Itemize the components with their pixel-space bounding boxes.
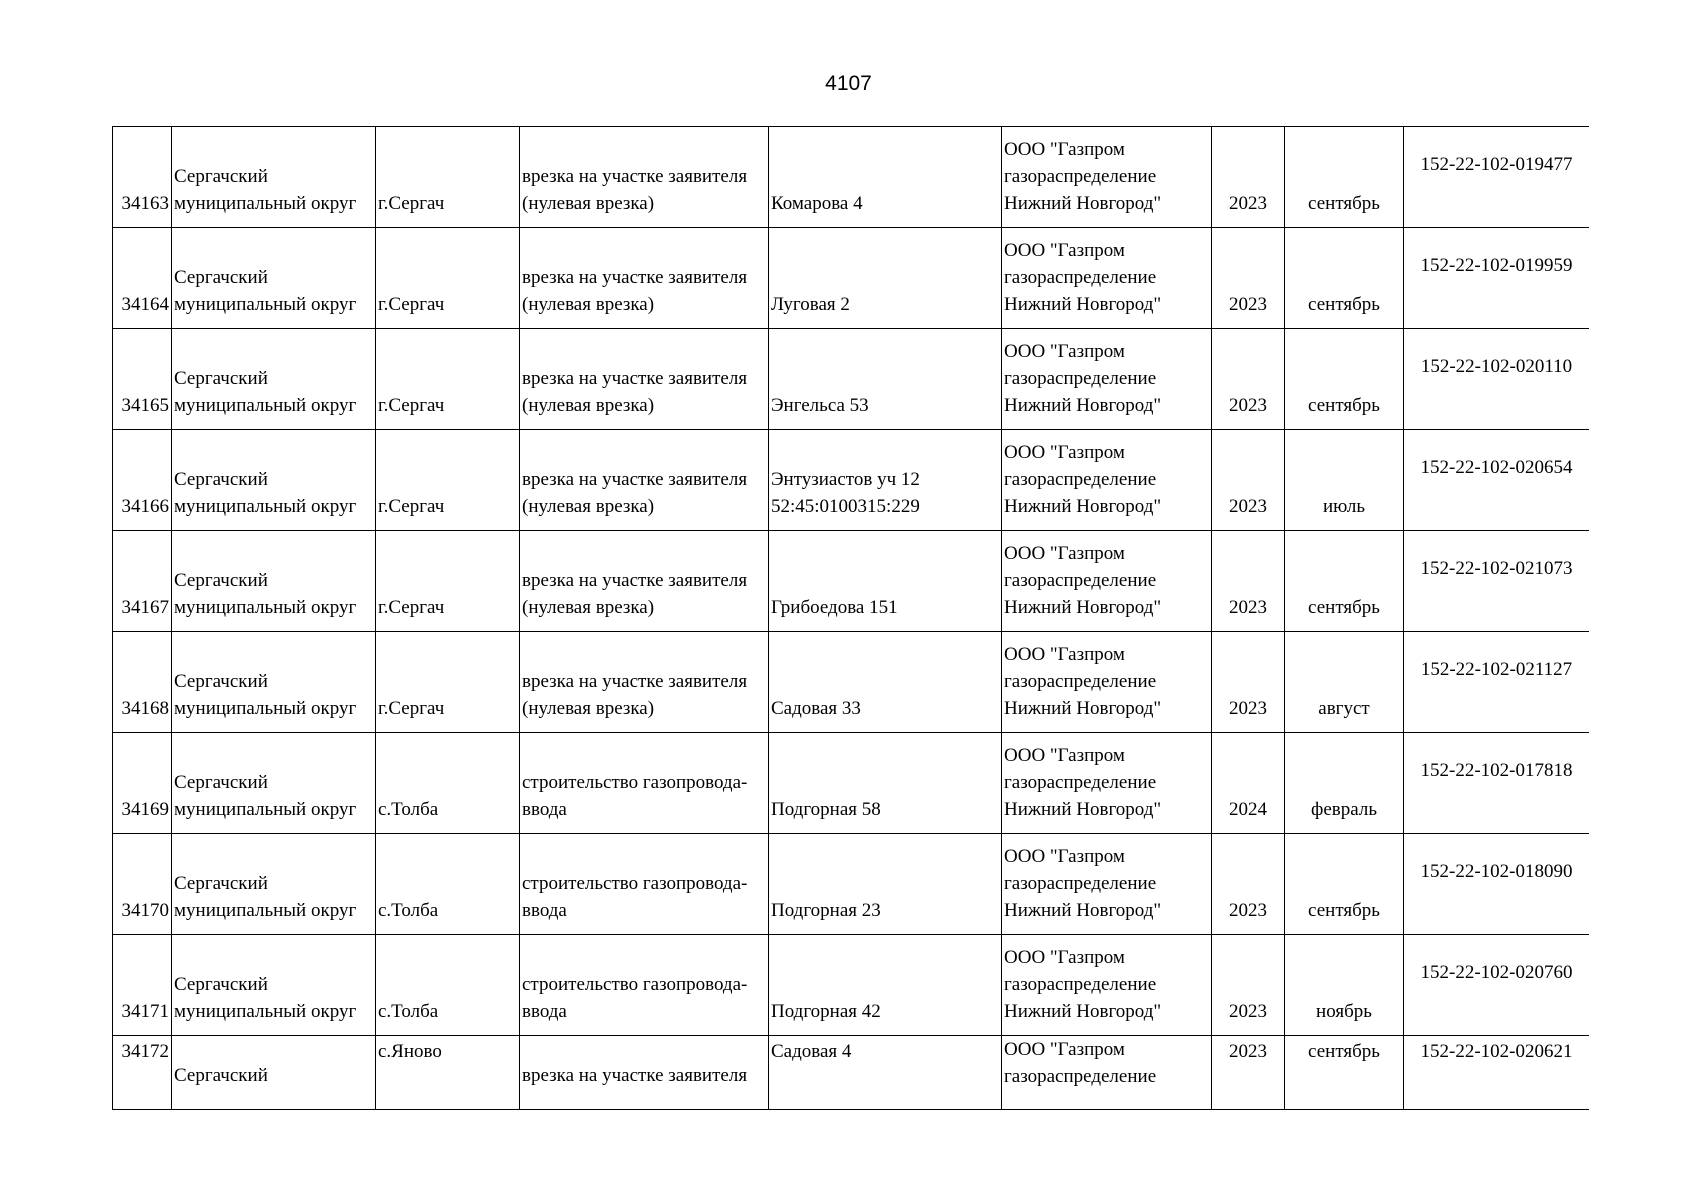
cell-address bbox=[769, 935, 1002, 1036]
cell-work-type bbox=[520, 329, 769, 430]
cell-number-text: 34170 bbox=[121, 900, 169, 921]
cell-address-text: Подгорная 58 bbox=[771, 799, 881, 820]
cell-address-text: Энгельса 53 bbox=[771, 395, 869, 416]
cell-work-type bbox=[520, 935, 769, 1036]
cell-number-text: 34172 bbox=[121, 1041, 169, 1062]
cell-district-text: Сергачский bbox=[174, 1065, 268, 1086]
cell-year bbox=[1212, 430, 1285, 531]
cell-district-text: Сергачский bbox=[174, 671, 268, 692]
cell-district-text: Сергачский bbox=[174, 469, 268, 490]
cell-number bbox=[113, 733, 172, 834]
cell-work-type bbox=[520, 632, 769, 733]
cell-year-text: 2023 bbox=[1229, 1001, 1267, 1022]
cell-organization bbox=[1002, 531, 1212, 632]
cell-month bbox=[1285, 1036, 1404, 1111]
cell-month bbox=[1285, 531, 1404, 632]
cell-work-type-text: врезка на участке заявителя bbox=[522, 570, 748, 591]
cell-district bbox=[172, 1036, 376, 1111]
cell-address-text: Подгорная 23 bbox=[771, 900, 881, 921]
cell-organization-text: Нижний Новгород" bbox=[1004, 395, 1162, 416]
cell-district bbox=[172, 127, 376, 228]
cell-month-text: сентябрь bbox=[1308, 597, 1380, 618]
cell-year-text: 2023 bbox=[1229, 294, 1267, 315]
cell-work-type-text: (нулевая врезка) bbox=[522, 698, 655, 719]
cell-organization-text: ООО "Газпром bbox=[1004, 341, 1125, 362]
cell-district bbox=[172, 228, 376, 329]
cell-organization-text: ООО "Газпром bbox=[1004, 947, 1125, 968]
cell-month bbox=[1285, 430, 1404, 531]
cell-year-text: 2023 bbox=[1229, 597, 1267, 618]
cell-number bbox=[113, 632, 172, 733]
cell-code bbox=[1404, 1036, 1590, 1111]
cell-district-text: муниципальный округ bbox=[174, 1001, 357, 1022]
cell-district-text: муниципальный округ bbox=[174, 597, 357, 618]
data-table bbox=[112, 126, 1589, 1110]
cell-year-text: 2023 bbox=[1229, 698, 1267, 719]
cell-work-type-text: ввода bbox=[522, 799, 567, 820]
cell-number-text: 34165 bbox=[121, 395, 169, 416]
cell-address bbox=[769, 531, 1002, 632]
cell-locality-text: с.Толба bbox=[378, 799, 439, 820]
cell-organization bbox=[1002, 733, 1212, 834]
cell-district bbox=[172, 632, 376, 733]
cell-code bbox=[1404, 228, 1590, 329]
cell-district-text: Сергачский bbox=[174, 570, 268, 591]
cell-code bbox=[1404, 531, 1590, 632]
cell-locality bbox=[376, 127, 520, 228]
cell-work-type-text: врезка на участке заявителя bbox=[522, 267, 748, 288]
cell-year-text: 2023 bbox=[1229, 395, 1267, 416]
cell-work-type-text: ввода bbox=[522, 900, 567, 921]
cell-month bbox=[1285, 834, 1404, 935]
cell-work-type bbox=[520, 430, 769, 531]
table-row bbox=[113, 1036, 1590, 1111]
cell-organization-text: газораспределение bbox=[1004, 772, 1157, 793]
cell-locality bbox=[376, 733, 520, 834]
cell-work-type-text: врезка на участке заявителя bbox=[522, 166, 748, 187]
table-row bbox=[113, 329, 1590, 430]
cell-month-text: сентябрь bbox=[1308, 395, 1380, 416]
cell-code-text: 152-22-102-020110 bbox=[1420, 356, 1573, 377]
cell-organization-text: газораспределение bbox=[1004, 1066, 1157, 1087]
cell-code bbox=[1404, 430, 1590, 531]
cell-year-text: 2023 bbox=[1229, 1041, 1267, 1062]
cell-address-text: 52:45:0100315:229 bbox=[771, 496, 920, 517]
cell-number-text: 34167 bbox=[121, 597, 169, 618]
cell-year bbox=[1212, 733, 1285, 834]
cell-month bbox=[1285, 733, 1404, 834]
cell-organization-text: газораспределение bbox=[1004, 974, 1157, 995]
cell-address bbox=[769, 1036, 1002, 1111]
cell-work-type-text: (нулевая врезка) bbox=[522, 294, 655, 315]
cell-district-text: Сергачский bbox=[174, 873, 268, 894]
cell-work-type-text: строительство газопровода- bbox=[522, 974, 748, 995]
cell-organization-text: ООО "Газпром bbox=[1004, 644, 1125, 665]
cell-address-text: Садовая 33 bbox=[771, 698, 861, 719]
cell-code bbox=[1404, 329, 1590, 430]
page-number: 4107 bbox=[825, 72, 872, 95]
cell-number bbox=[113, 531, 172, 632]
table-body bbox=[113, 127, 1590, 1111]
table-row bbox=[113, 834, 1590, 935]
cell-district-text: муниципальный округ bbox=[174, 900, 357, 921]
cell-district bbox=[172, 935, 376, 1036]
cell-organization bbox=[1002, 127, 1212, 228]
cell-address bbox=[769, 834, 1002, 935]
cell-year bbox=[1212, 632, 1285, 733]
cell-number-text: 34168 bbox=[121, 698, 169, 719]
cell-address-text: Подгорная 42 bbox=[771, 1001, 881, 1022]
cell-year-text: 2023 bbox=[1229, 193, 1267, 214]
cell-number bbox=[113, 228, 172, 329]
cell-month-text: август bbox=[1318, 698, 1370, 719]
cell-locality-text: г.Сергач bbox=[378, 395, 445, 416]
cell-year-text: 2023 bbox=[1229, 900, 1267, 921]
cell-district-text: Сергачский bbox=[174, 772, 268, 793]
table-row bbox=[113, 935, 1590, 1036]
cell-number-text: 34166 bbox=[121, 496, 169, 517]
cell-locality-text: г.Сергач bbox=[378, 496, 445, 517]
cell-address bbox=[769, 127, 1002, 228]
cell-locality-text: г.Сергач bbox=[378, 597, 445, 618]
cell-address-text: Грибоедова 151 bbox=[771, 597, 898, 618]
cell-organization-text: газораспределение bbox=[1004, 166, 1157, 187]
cell-work-type-text: ввода bbox=[522, 1001, 567, 1022]
cell-district bbox=[172, 733, 376, 834]
cell-month-text: сентябрь bbox=[1308, 900, 1380, 921]
cell-organization-text: Нижний Новгород" bbox=[1004, 294, 1162, 315]
cell-month-text: ноябрь bbox=[1316, 1001, 1372, 1022]
table-row bbox=[113, 733, 1590, 834]
cell-work-type-text: строительство газопровода- bbox=[522, 873, 748, 894]
cell-district-text: Сергачский bbox=[174, 166, 268, 187]
cell-organization-text: ООО "Газпром bbox=[1004, 240, 1125, 261]
cell-number-text: 34163 bbox=[121, 193, 169, 214]
cell-organization-text: Нижний Новгород" bbox=[1004, 799, 1162, 820]
cell-locality bbox=[376, 329, 520, 430]
cell-district bbox=[172, 430, 376, 531]
table-row bbox=[113, 632, 1590, 733]
cell-work-type bbox=[520, 531, 769, 632]
cell-locality-text: с.Толба bbox=[378, 1001, 439, 1022]
cell-address-text: Комарова 4 bbox=[771, 193, 863, 214]
cell-district-text: муниципальный округ bbox=[174, 395, 357, 416]
cell-code-text: 152-22-102-021073 bbox=[1420, 558, 1573, 579]
cell-code bbox=[1404, 733, 1590, 834]
cell-work-type bbox=[520, 228, 769, 329]
cell-work-type bbox=[520, 127, 769, 228]
cell-work-type bbox=[520, 1036, 769, 1111]
cell-code-text: 152-22-102-021127 bbox=[1420, 659, 1573, 680]
cell-work-type-text: врезка на участке заявителя bbox=[522, 368, 748, 389]
data-table-container bbox=[112, 126, 1589, 1110]
cell-organization-text: ООО "Газпром bbox=[1004, 1039, 1125, 1060]
cell-organization-text: ООО "Газпром bbox=[1004, 745, 1125, 766]
cell-address bbox=[769, 329, 1002, 430]
cell-work-type-text: (нулевая врезка) bbox=[522, 395, 655, 416]
cell-work-type-text: (нулевая врезка) bbox=[522, 597, 655, 618]
cell-organization bbox=[1002, 329, 1212, 430]
cell-year-text: 2024 bbox=[1229, 799, 1267, 820]
cell-year bbox=[1212, 127, 1285, 228]
cell-locality-text: с.Толба bbox=[378, 900, 439, 921]
cell-locality-text: г.Сергач bbox=[378, 294, 445, 315]
cell-code bbox=[1404, 632, 1590, 733]
cell-month-text: сентябрь bbox=[1308, 1041, 1380, 1062]
cell-address bbox=[769, 430, 1002, 531]
cell-address bbox=[769, 632, 1002, 733]
cell-number-text: 34164 bbox=[121, 294, 169, 315]
cell-organization-text: ООО "Газпром bbox=[1004, 543, 1125, 564]
cell-district-text: муниципальный округ bbox=[174, 698, 357, 719]
cell-address bbox=[769, 733, 1002, 834]
cell-district-text: Сергачский bbox=[174, 974, 268, 995]
cell-organization bbox=[1002, 228, 1212, 329]
cell-work-type-text: врезка на участке заявителя bbox=[522, 1065, 748, 1086]
cell-organization-text: Нижний Новгород" bbox=[1004, 698, 1162, 719]
table-row bbox=[113, 228, 1590, 329]
cell-code-text: 152-22-102-018090 bbox=[1420, 861, 1573, 882]
cell-locality bbox=[376, 935, 520, 1036]
cell-month bbox=[1285, 935, 1404, 1036]
cell-year bbox=[1212, 834, 1285, 935]
cell-district bbox=[172, 329, 376, 430]
cell-district-text: муниципальный округ bbox=[174, 799, 357, 820]
cell-year bbox=[1212, 228, 1285, 329]
cell-organization bbox=[1002, 935, 1212, 1036]
cell-month bbox=[1285, 127, 1404, 228]
cell-year bbox=[1212, 935, 1285, 1036]
cell-year bbox=[1212, 1036, 1285, 1111]
cell-month bbox=[1285, 329, 1404, 430]
cell-month bbox=[1285, 228, 1404, 329]
cell-locality-text: с.Яново bbox=[378, 1041, 442, 1062]
cell-code-text: 152-22-102-019959 bbox=[1420, 255, 1573, 276]
cell-address-text: Энтузиастов уч 12 bbox=[771, 469, 920, 490]
cell-code-text: 152-22-102-020760 bbox=[1420, 962, 1573, 983]
cell-locality-text: г.Сергач bbox=[378, 193, 445, 214]
cell-organization-text: Нижний Новгород" bbox=[1004, 193, 1162, 214]
cell-code bbox=[1404, 127, 1590, 228]
cell-work-type-text: (нулевая врезка) bbox=[522, 193, 655, 214]
table-row bbox=[113, 127, 1590, 228]
cell-organization bbox=[1002, 1036, 1212, 1111]
cell-district bbox=[172, 531, 376, 632]
table-row bbox=[113, 430, 1590, 531]
cell-organization-text: ООО "Газпром bbox=[1004, 846, 1125, 867]
cell-organization-text: газораспределение bbox=[1004, 570, 1157, 591]
cell-district-text: Сергачский bbox=[174, 267, 268, 288]
cell-number bbox=[113, 430, 172, 531]
cell-code bbox=[1404, 834, 1590, 935]
cell-work-type bbox=[520, 733, 769, 834]
cell-organization-text: Нижний Новгород" bbox=[1004, 900, 1162, 921]
table-row bbox=[113, 531, 1590, 632]
cell-organization bbox=[1002, 834, 1212, 935]
cell-month-text: сентябрь bbox=[1308, 294, 1380, 315]
cell-code-text: 152-22-102-019477 bbox=[1420, 154, 1573, 175]
cell-locality bbox=[376, 531, 520, 632]
cell-locality-text: г.Сергач bbox=[378, 698, 445, 719]
cell-month-text: февраль bbox=[1311, 799, 1377, 820]
cell-number bbox=[113, 834, 172, 935]
cell-organization-text: Нижний Новгород" bbox=[1004, 1001, 1162, 1022]
cell-organization-text: газораспределение bbox=[1004, 873, 1157, 894]
cell-number bbox=[113, 935, 172, 1036]
cell-organization bbox=[1002, 632, 1212, 733]
cell-address-text: Луговая 2 bbox=[771, 294, 850, 315]
cell-locality bbox=[376, 834, 520, 935]
cell-organization-text: ООО "Газпром bbox=[1004, 139, 1125, 160]
cell-locality bbox=[376, 228, 520, 329]
cell-month bbox=[1285, 632, 1404, 733]
cell-code-text: 152-22-102-017818 bbox=[1420, 760, 1573, 781]
cell-locality bbox=[376, 632, 520, 733]
cell-work-type-text: врезка на участке заявителя bbox=[522, 469, 748, 490]
cell-district-text: муниципальный округ bbox=[174, 294, 357, 315]
cell-organization bbox=[1002, 430, 1212, 531]
cell-locality bbox=[376, 1036, 520, 1111]
cell-organization-text: Нижний Новгород" bbox=[1004, 496, 1162, 517]
cell-district bbox=[172, 834, 376, 935]
cell-organization-text: газораспределение bbox=[1004, 469, 1157, 490]
cell-code-text: 152-22-102-020654 bbox=[1420, 457, 1573, 478]
cell-number-text: 34171 bbox=[121, 1001, 169, 1022]
cell-organization-text: газораспределение bbox=[1004, 671, 1157, 692]
cell-number bbox=[113, 127, 172, 228]
cell-organization-text: газораспределение bbox=[1004, 267, 1157, 288]
cell-year-text: 2023 bbox=[1229, 496, 1267, 517]
cell-district-text: Сергачский bbox=[174, 368, 268, 389]
cell-work-type-text: врезка на участке заявителя bbox=[522, 671, 748, 692]
cell-district-text: муниципальный округ bbox=[174, 193, 357, 214]
cell-number bbox=[113, 1036, 172, 1111]
cell-code bbox=[1404, 935, 1590, 1036]
cell-year bbox=[1212, 329, 1285, 430]
cell-work-type bbox=[520, 834, 769, 935]
cell-address-text: Садовая 4 bbox=[771, 1041, 852, 1062]
cell-number bbox=[113, 329, 172, 430]
cell-locality bbox=[376, 430, 520, 531]
cell-number-text: 34169 bbox=[121, 799, 169, 820]
cell-organization-text: Нижний Новгород" bbox=[1004, 597, 1162, 618]
cell-organization-text: газораспределение bbox=[1004, 368, 1157, 389]
cell-code-text: 152-22-102-020621 bbox=[1420, 1041, 1573, 1062]
cell-work-type-text: строительство газопровода- bbox=[522, 772, 748, 793]
cell-year bbox=[1212, 531, 1285, 632]
cell-district-text: муниципальный округ bbox=[174, 496, 357, 517]
cell-month-text: июль bbox=[1322, 496, 1366, 517]
cell-organization-text: ООО "Газпром bbox=[1004, 442, 1125, 463]
cell-month-text: сентябрь bbox=[1308, 193, 1380, 214]
cell-work-type-text: (нулевая врезка) bbox=[522, 496, 655, 517]
cell-address bbox=[769, 228, 1002, 329]
